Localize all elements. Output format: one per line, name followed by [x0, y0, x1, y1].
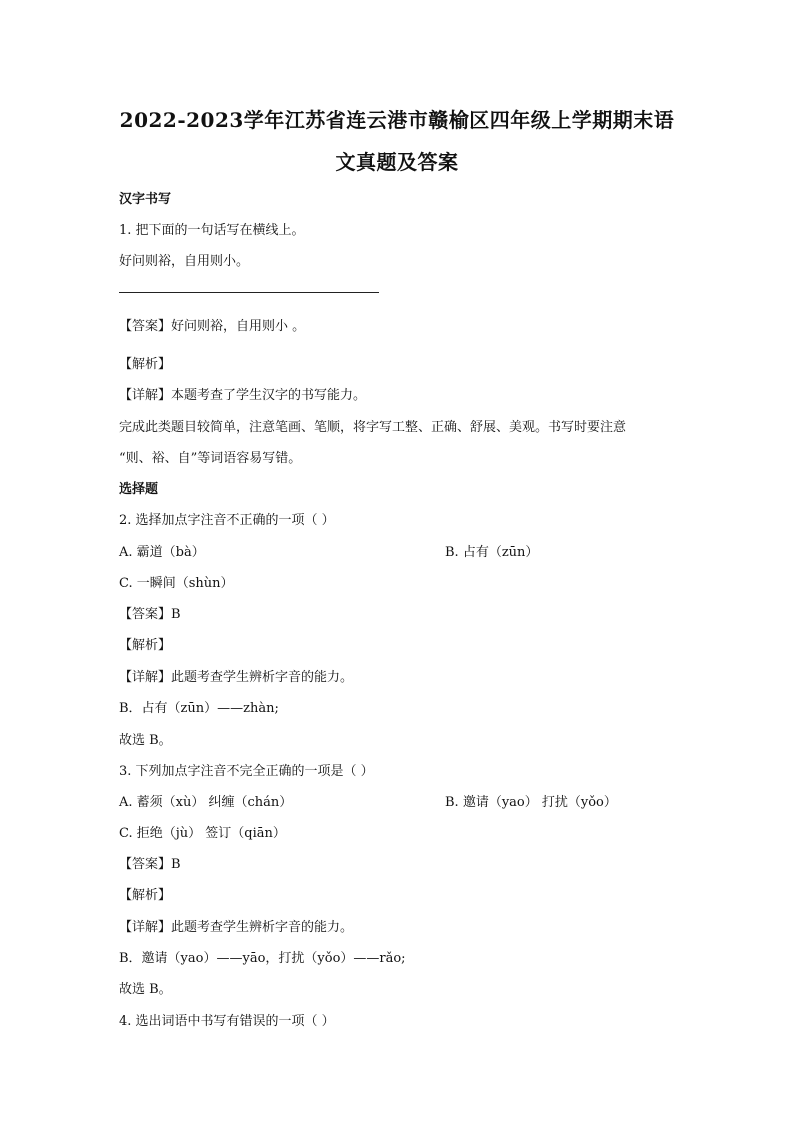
question-3-option-b: B. 邀请（yao） 打扰（yǒo）: [445, 795, 617, 810]
question-2-option-c: C. 一瞬间（shùn）: [119, 576, 234, 591]
question-3-choose: 故选 B。: [119, 982, 172, 997]
question-1-answer: 【答案】好问则裕，自用则小 。: [119, 319, 306, 334]
section-heading-writing: 汉字书写: [119, 192, 172, 207]
question-3-answer: 【答案】B: [119, 857, 181, 872]
question-1-analysis-label: 【解析】: [119, 357, 172, 372]
question-2-explanation: B．占有（zūn）——zhàn;: [119, 701, 279, 716]
question-2-option-a: A. 霸道（bà）: [119, 545, 205, 560]
question-2: 2. 选择加点字注音不正确的一项（ ）: [119, 513, 335, 528]
question-2-choose: 故选 B。: [119, 733, 172, 748]
question-3-explanation: B．邀请（yao）——yāo，打扰（yǒo）——rǎo;: [119, 951, 406, 966]
document-title-line2: 文真题及答案: [335, 150, 459, 174]
question-3-detail: 【详解】此题考查学生辨析字音的能力。: [119, 920, 354, 935]
question-2-detail: 【详解】此题考查学生辨析字音的能力。: [119, 670, 354, 685]
question-3: 3. 下列加点字注音不完全正确的一项是（ ）: [119, 764, 374, 779]
question-3-option-c: C. 拒绝（jù） 签订（qiān）: [119, 826, 286, 841]
question-1-sentence: 好问则裕，自用则小。: [119, 254, 250, 269]
question-4: 4. 选出词语中书写有错误的一项（ ）: [119, 1014, 335, 1029]
answer-blank-line: [119, 292, 379, 293]
document-title-line1: 2022-2023学年江苏省连云港市赣榆区四年级上学期期末语: [119, 108, 675, 132]
question-1: 1. 把下面的一句话写在横线上。: [119, 223, 305, 238]
question-1-detail: 【详解】本题考查了学生汉字的书写能力。: [119, 388, 367, 403]
question-1-note-line1: 完成此类题目较简单，注意笔画、笔顺，将字写工整、正确、舒展、美观。书写时要注意: [119, 420, 627, 435]
question-2-answer: 【答案】B: [119, 607, 181, 622]
section-heading-choice: 选择题: [119, 482, 159, 497]
question-3-analysis-label: 【解析】: [119, 888, 172, 903]
question-3-option-a: A. 蓄须（xù） 纠缠（chán）: [119, 795, 293, 810]
question-2-analysis-label: 【解析】: [119, 638, 172, 653]
question-1-note-line2: “则、裕、自”等词语容易写错。: [119, 451, 302, 466]
question-2-option-b: B. 占有（zūn）: [445, 545, 539, 560]
